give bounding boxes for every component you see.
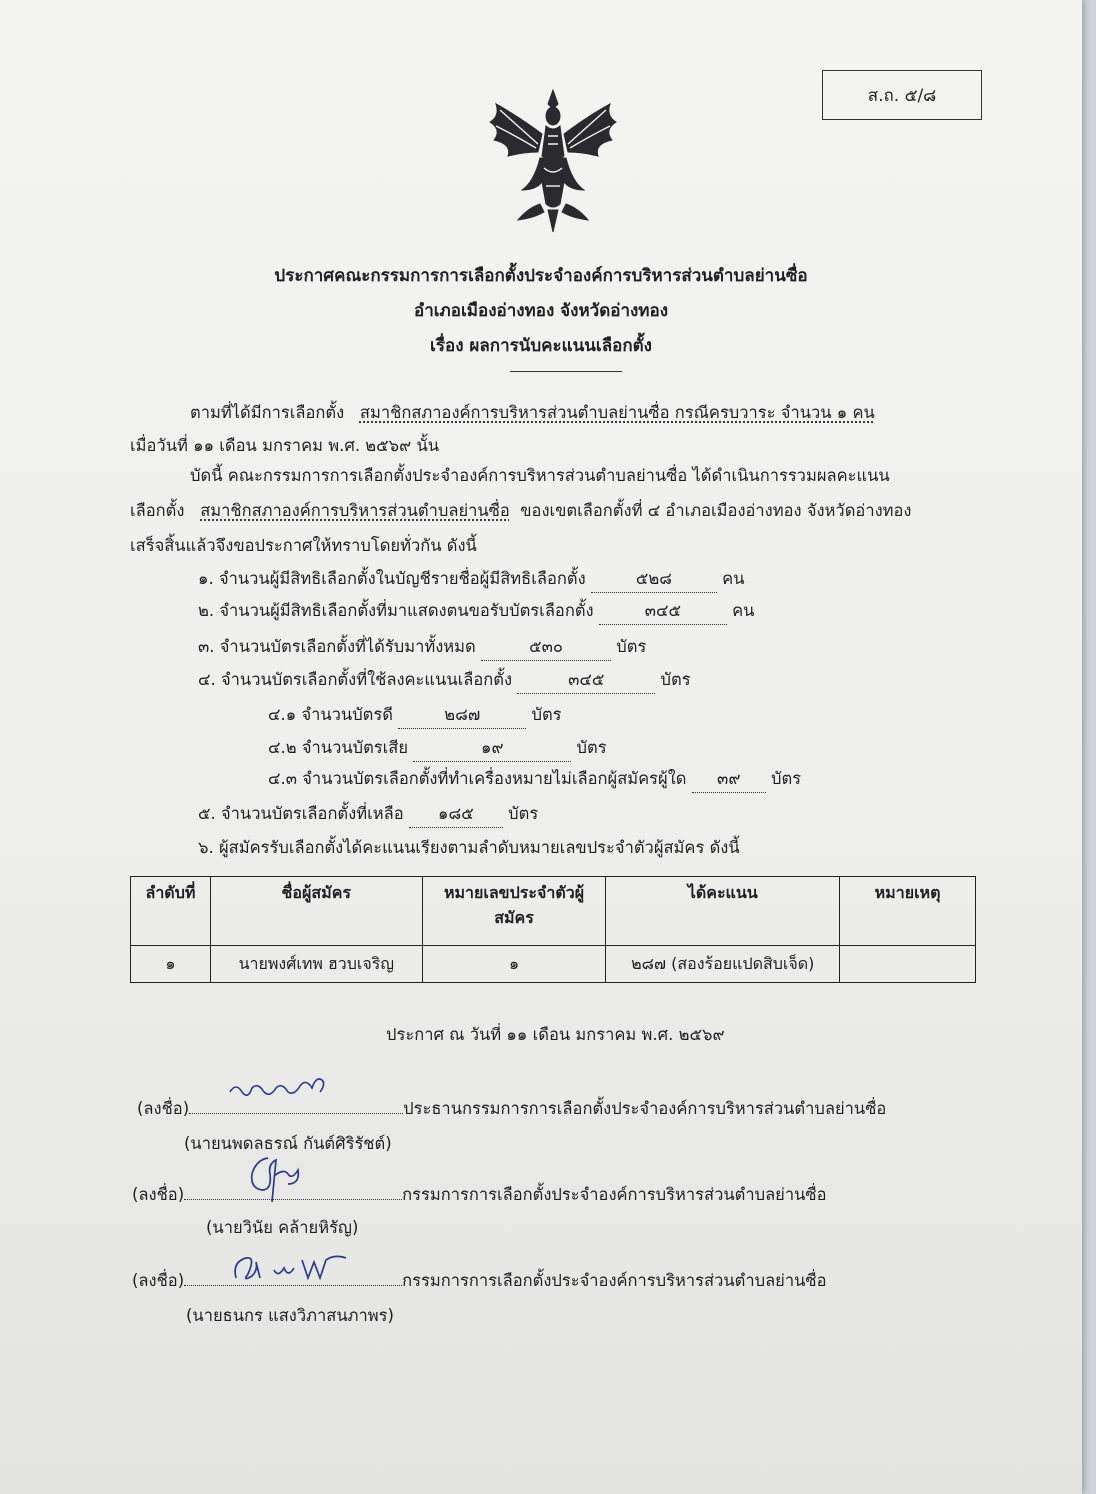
- item-4-2-value: ๑๙: [413, 735, 571, 762]
- item-3-value: ๕๓๐: [481, 634, 611, 661]
- cell-votes: ๒๘๗ (สองร้อยแปดสิบเจ็ด): [606, 946, 840, 983]
- p2-tail: ของเขตเลือกตั้งที่ ๔ อำเภอเมืองอ่างทอง จังหวัดอ่างทอง: [520, 501, 912, 520]
- signature-2-prefix: (ลงชื่อ): [132, 1185, 185, 1204]
- item-4-2-label: ๔.๒ จำนวนบัตรเสีย: [268, 738, 409, 757]
- item-1-unit: คน: [722, 569, 745, 588]
- item-4-label: ๔. จำนวนบัตรเลือกตั้งที่ใช้ลงคะแนนเลือกตั้ง: [198, 670, 513, 689]
- subject-title: เรื่อง ผลการนับคะแนนเลือกตั้ง: [430, 336, 652, 356]
- item-2-label: ๒. จำนวนผู้มีสิทธิเลือกตั้งที่มาแสดงตนขอรับบัตรเลือกตั้ง: [198, 601, 594, 620]
- signature-2-handwriting: [238, 1150, 308, 1206]
- item-5: [198, 801, 538, 828]
- title-divider: [510, 371, 622, 372]
- table-header-row: [131, 877, 976, 946]
- col-header-votes: ได้คะแนน: [606, 877, 840, 946]
- signature-2-name: (นายวินัย คล้ายหิรัญ): [206, 1218, 359, 1237]
- item-2-value: ๓๔๕: [599, 598, 727, 625]
- paragraph-1-line-1: [190, 400, 875, 426]
- item-4-1-unit: บัตร: [531, 705, 562, 724]
- item-4-1-label: ๔.๑ จำนวนบัตรดี: [268, 705, 393, 724]
- p2-lead: เลือกตั้ง: [130, 501, 185, 520]
- garuda-emblem-icon: [478, 86, 628, 236]
- header-line-1: ประกาศคณะกรรมการการเลือกตั้งประจำองค์การบริหารส่วนตำบลย่านซื่อ: [274, 266, 808, 286]
- p1-position: สมาชิกสภาองค์การบริหารส่วนตำบลย่านซื่อ กรณีครบวาระ จำนวน ๑ คน: [359, 403, 875, 422]
- signature-1-role: ประธานกรรมการการเลือกตั้งประจำองค์การบริหารส่วนตำบลย่านซื่อ: [403, 1099, 887, 1118]
- item-4-3-value: ๓๙: [692, 766, 766, 793]
- item-4-3-unit: บัตร: [770, 769, 802, 788]
- item-2-unit: คน: [732, 601, 755, 620]
- paragraph-2-line-3: เสร็จสิ้นแล้วจึงขอประกาศให้ทราบโดยทั่วกัน ดังนี้: [130, 536, 477, 555]
- item-4-3: [268, 766, 801, 793]
- paragraph-2-line-2: [130, 498, 911, 524]
- signature-3-role: กรรมการการเลือกตั้งประจำองค์การบริหารส่วนตำบลย่านซื่อ: [402, 1271, 827, 1290]
- item-1: [198, 566, 745, 593]
- signature-2-line: [132, 1182, 827, 1208]
- item-3: [198, 634, 646, 661]
- item-4-1-value: ๒๘๗: [398, 702, 526, 729]
- item-4-3-label: ๔.๓ จำนวนบัตรเลือกตั้งที่ทำเครื่องหมายไม่เลือกผู้สมัครผู้ใด: [268, 769, 687, 788]
- cell-number: ๑: [422, 946, 606, 983]
- col-header-name: ชื่อผู้สมัคร: [210, 877, 422, 946]
- signature-2-role: กรรมการการเลือกตั้งประจำองค์การบริหารส่วนตำบลย่านซื่อ: [402, 1185, 827, 1204]
- paragraph-2-line-1: บัดนี้ คณะกรรมการการเลือกตั้งประจำองค์การบริหารส่วนตำบลย่านซื่อ ได้ดำเนินการรวมผลคะแนน: [190, 466, 890, 485]
- signature-3-prefix: (ลงชื่อ): [132, 1271, 185, 1290]
- item-4-value: ๓๔๕: [517, 667, 655, 694]
- signature-3-handwriting: [226, 1248, 356, 1288]
- p2-position: สมาชิกสภาองค์การบริหารส่วนตำบลย่านซื่อ: [200, 501, 510, 520]
- item-2: [198, 598, 754, 625]
- cell-no: ๑: [131, 946, 211, 983]
- item-6: ๖. ผู้สมัครรับเลือกตั้งได้คะแนนเรียงตามลำดับหมายเลขประจำตัวผู้สมัคร ดังนี้: [198, 838, 740, 857]
- item-5-unit: บัตร: [508, 804, 539, 823]
- col-header-number: หมายเลขประจำตัวผู้สมัคร: [422, 877, 606, 946]
- item-5-label: ๕. จำนวนบัตรเลือกตั้งที่เหลือ: [198, 804, 404, 823]
- item-4-2-unit: บัตร: [576, 738, 607, 757]
- signature-1-prefix: (ลงชื่อ): [137, 1099, 190, 1118]
- results-table: [130, 876, 976, 983]
- col-header-no: ลำดับที่: [131, 877, 211, 946]
- header-line-2: อำเภอเมืองอ่างทอง จังหวัดอ่างทอง: [413, 301, 669, 321]
- paragraph-1-date: เมื่อวันที่ ๑๑ เดือน มกราคม พ.ศ. ๒๕๖๙ นั้น: [130, 436, 440, 455]
- signature-1-name: (นายนพดลธรณ์ กันต์ศิริรัชต์): [184, 1134, 392, 1153]
- form-code-box: [822, 70, 982, 120]
- item-5-value: ๑๘๕: [409, 801, 503, 828]
- form-code: ส.ถ. ๕/๘: [867, 85, 937, 106]
- col-header-remark: หมายเหตุ: [840, 877, 976, 946]
- cell-remark: [840, 946, 976, 983]
- cell-name: นายพงศ์เทพ ฮวบเจริญ: [210, 946, 422, 983]
- signature-3-name: (นายธนกร แสงวิภาสนภาพร): [186, 1306, 394, 1325]
- item-1-label: ๑. จำนวนผู้มีสิทธิเลือกตั้งในบัญชีรายชื่อผู้มีสิทธิเลือกตั้ง: [198, 569, 586, 588]
- item-4-unit: บัตร: [660, 670, 691, 689]
- item-4: [198, 667, 691, 694]
- signature-1-handwriting: [226, 1070, 336, 1104]
- item-4-1: [268, 702, 562, 729]
- announce-date: ประกาศ ณ วันที่ ๑๑ เดือน มกราคม พ.ศ. ๒๕๖๙: [386, 1025, 725, 1044]
- item-4-2: [268, 735, 607, 762]
- item-3-label: ๓. จำนวนบัตรเลือกตั้งที่ได้รับมาทั้งหมด: [198, 637, 476, 656]
- item-1-value: ๕๒๘: [591, 566, 717, 593]
- table-row: [131, 946, 976, 983]
- item-3-unit: บัตร: [616, 637, 647, 656]
- p1-lead: ตามที่ได้มีการเลือกตั้ง: [190, 403, 345, 422]
